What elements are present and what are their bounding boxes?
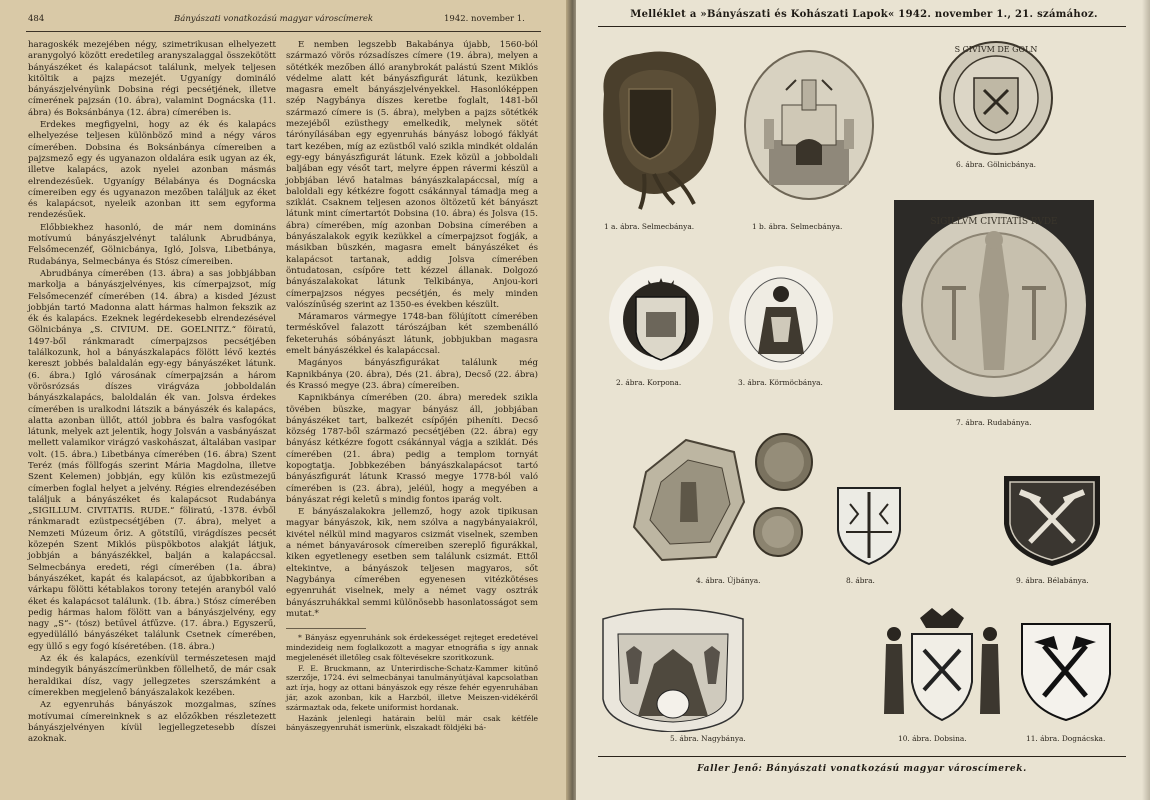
figure-caption: 2. ábra. Korpona. (616, 378, 682, 387)
footer-rule (598, 756, 1126, 757)
figure-caption: 3. ábra. Körmöcbánya. (738, 378, 823, 387)
figure-9-coat-of-arms (996, 462, 1108, 568)
header-rule (26, 31, 541, 32)
paragraph: Az ék és kalapács, ezenkívül természetesen majd mindegyik bányászcímerünkben föllelhető, de már csak heraldikai dísz, vagy jellegzetes szerszámként a címerekben megjelenő bányászalakok kezében. (28, 654, 276, 698)
footnote-marker: * (298, 633, 302, 643)
figure-11-coat-of-arms (1014, 616, 1118, 728)
figure-caption: 1 b. ábra. Selmecbánya. (752, 222, 843, 231)
figure-1b-coat-of-arms (734, 45, 884, 215)
paragraph: Abrudbánya címerében (13. ábra) a sas jobbjábban markolja a bányászjelvényes, kis címerpajzsot, míg Felsőmecenzéf címerében (14. ábra) a kisded Jézust jobbján tartó Madonna alatt hármas halmon fekszik az ék és kalapács. Ezeknek legérdekesebb elrendezésével Gölnicbánya „S. CIVIUM. DE. GOELNITZ.“ föiratú, 1497-ből ránkmaradt címerpajzsos pecsétjében találkozunk, hol a bányászkalapács fölött lévő keztés kereszt jobbés balaldalán egy-egy bányászéket látunk. (6. ábra.) Igló városának címerpajzsán a három vörösrózsás díszes virágváza jobboldalán bányászkalapács, baloldalán ék van. Jolsva érdekes címerében is uralkodni látszik a bányászék és kalapács, alatta azonban üllőt, attól jobbra és balra vasfogókat látunk, melyek azt jelentik, hogy Jolsván a vasbányászat mellett valamikor virágzó vaskohászat, általában vasipar volt. (15. ábra.) Libetbánya címerében (16. ábra) Szent Teréz (más föllfogás szerint Mária Magdolna, illetve Szent Kelemen) jobbján, egy külön kis ezüstmezejű címerben foglal helyet a jelvény. Régies elrendezésében találjuk a bányászéket és kalapácsot Rudabánya „SIGILLUM. CIVITATIS. RUDE.“ föliratú, -1378. évből ránkmaradt ezüstpecsétjében (7. ábra), melyet a Nemzeti Múzeum őriz. A götstílű, virágdíszes pecsét közepén Szent Miklós püspökbotos alakját látjuk, jobbján a bányászékkel, balján a kalapáccsal. Selmecbánya eredeti, régi címerében (1a. ábra) bányászéket, kapát és kalapácsot, az újabbkoriban a várkapu fölötti kétablakos torony tetején aranyból való éket és kalapácsot találunk. (1b. ábra.) Stósz címerében pedig hármas halom fölött van a bányászjelvény, egy nagy „S“- (tósz) betűvel átfűzve. (17. ábra.) Egyszerű, egyedülálló bányászéket találunk Csetnek címerében, egy üllő s egy fogó kíséretében. (18. ábra.) (28, 268, 276, 652)
right-page (576, 0, 1150, 800)
paragraph: Előbbiekhez hasonló, de már nem domináns motívumú bányászjelvényt találunk Abrudbánya, Felsőmecenzéf, Gölnicbánya, Igló, Jolsva, Libetbánya, Rudabánya, Selmecbánya és Stósz címereiben. (28, 222, 276, 267)
figure-6-seal (936, 38, 1056, 158)
seal-inscription: SIGILLVM CIVITATIS RVDE (930, 217, 1058, 227)
paragraph: haragoskék mezejében négy, szimetrikusan elhelyezett aranygolyó között eredetileg aranyszalaggal összekötött bányászéket és kalapácsot találunk, melyek teljesen kitöltik a pajzs mezejét. Ugyanígy domináló bányászjelvényünk Dobsina régi pecsétjének, illetve címerének pajzsán (10. ábra), valamint Dognácska (11. ábra) és Boksánbánya (12. ábra) címerében is. (28, 40, 276, 118)
issue-date: 1942. november 1. (444, 14, 525, 24)
figure-caption: 10. ábra. Dobsina. (898, 734, 967, 743)
paragraph: E nemben legszebb Bakabánya újabb, 1560-ból származó vörös rózsadíszes címere (19. ábra), melyen a sötétkék mezőben álló aranybrokát palástú Szent Miklós védelme alatt két bányászfigurát látunk, kezükben magasra emelt bányászjelvényekkel. Hasonlóképpen szép Nagybánya díszes keretbe foglalt, 1481-ből származó címere is (5. ábra), melyben a pajzs sötétkék mezejéből ezüsthegy emelkedik, melynek sötét tárónyílásában egy egyenruhás bányász lobogó fáklyát tart kezében, míg az ezüstből való szikla mindkét oldalán egy-egy bányászfigurát látunk. Ezek közül a jobboldali baljában egy vésőt tart, melyre éppen rávermi készül a jobbjában lévő hatalmas bányászkalapáccsal, míg a baloldali egy kétkézre fogott csákánnyal támadja meg a sziklát. Csaknem teljesen azonos öltözetű két bányászt látunk mint címertartót Dobsina (10. ábra) és Jolsva (15. ábra) címerében, míg azonban Dobsina címerében a bányászalakok egyik kezükkel a címerpajzsot fogják, a másikban büszkén, magasra emelt bányászéket és kalapácsot tartanak, addig Jolsva címerében öntudatosan, csípőre tett kézzel állanak. Dolgozó bányászalakokat látunk Telkibánya, Anjou-kori címerpajzsos négyes pecsétjén, és mely minden valószínűség szerint az 1350-es években készült. (286, 40, 538, 310)
paragraph: E bányászalakokra jellemző, hogy azok tipikusan magyar bányászok, kik, nem szólva a nagybányaiakról, kivétel nélkül mind magyaros csizmát viselnek, szemben a német bányavárosok címereiben szereplő figurákkal, kiken egyetlenegy esetben sem találunk csizmát. Ettől eltekintve, a bányászok teljesen magyaros, sőt Nagybánya címerében egyenesen vitézkötéses egyenruhát viselnek, mely a német vagy osztrák bányászruhákkal semmi különösebb hasonlatosságot sem mutat.* (286, 507, 538, 619)
figure-caption: 9. ábra. Bélabánya. (1016, 576, 1089, 585)
footnote-text: Bányász egyenruhánk sok érdekességet rejteget eredetével mindezideig nem foglalkozott a magyar etnográfia s így annak megjelenését illetőleg csak föltevésekre szoritkozunk. (286, 633, 538, 662)
figure-5-coat-of-arms (598, 604, 748, 732)
figure-caption: 11. ábra. Dognácska. (1026, 734, 1106, 743)
plate-header: Melléklet a »Bányászati és Kohászati Lapok« 1942. november 1., 21. számához. (630, 9, 1098, 20)
left-page-header (24, 12, 544, 30)
figure-1a-seal (584, 34, 734, 214)
paragraph: Erdekes megfigyelni, hogy az ék és kalapács elhelyezése teljesen különböző mind a négy város címerében. Dobsina és Boksánbánya címereiben a pajzsmező egy és ugyanazon oldalára esik ugyan az ék, illetve kalapács, azok nyelei azonban másmás elrendezésűek. Ugyanígy Bélabánya és Dognácska címereiben egy és ugyanazon mezőben találjuk az éket és kalapácsot, nyeleik azonban itt sem egyforma rendezésűek. (28, 120, 276, 221)
figure-8-coat-of-arms (828, 470, 910, 568)
figure-caption: 8. ábra. (846, 576, 875, 585)
figure-7-seal (894, 200, 1094, 410)
paragraph: Az egyenruhás bányászok mozgalmas, színes motívumai címereinknek s az előzőkben részletezett bányászjelvényen kívül legjellegzetesebb díszei azoknak. (28, 700, 276, 745)
plate-footer: Faller Jenő: Bányászati vonatkozású magyar városcímerek. (697, 764, 1027, 774)
page-edge (1142, 0, 1150, 800)
figure-2-coat-of-arms (606, 262, 716, 374)
figure-caption: 5. ábra. Nagybánya. (670, 734, 746, 743)
footnote: Hazánk jelenlegi határain belül már csak kétféle bányászegyenruhát ismerünk, elszakadt földjéki bá- (286, 713, 538, 733)
seal-inscription: S CIVIVM DE GOLN (954, 45, 1038, 54)
footnote (286, 633, 538, 662)
figure-3-coat-of-arms (726, 262, 836, 374)
page-number: 484 (28, 14, 45, 24)
figure-caption: 4. ábra. Újbánya. (696, 576, 761, 585)
left-page (0, 0, 572, 800)
left-column-2 (286, 40, 538, 733)
paragraph: Kapnikbánya címerében (20. ábra) meredek szikla tövében büszke, magyar bányász áll, jobbjában bányászéket tart, balkezét csípőjén piheníti. Decső község 1787-ből származó pecsétjében (22. ábra) egy bányász kétkézre fogott csákánnyal vágja a sziklát. Dés címerében (21. ábra) pedig a templom tornyát kopogtatja. Jobbkezében bányászkalapácsot tartó bányászfigurát látunk Krassó megye 1778-ból való címerében is (23. ábra), jeléül, hogy a megyében a bányászat régi keletű s mindig fontos iparág volt. (286, 393, 538, 505)
figure-caption: 1 a. ábra. Selmecbánya. (604, 222, 695, 231)
figure-4-seals (626, 432, 816, 570)
figure-10-coat-of-arms (876, 604, 1008, 734)
header-rule (598, 26, 1126, 27)
footnote: F. E. Bruckmann, az Unterirdische-Schatz-Kammer kitűnő szerzője, 1724. évi selmecbányai tanulmányútjával kapcsolatban azt írja, hogy az ottani bányászok egy része fehér egyenruhában jár, azok azonban, kik a Harzból, illetve Meiszen-vidékéről származtak oda, fekete uniformist hordanak. (286, 663, 538, 712)
figure-caption: 6. ábra. Gölnicbánya. (956, 160, 1036, 169)
paragraph: Magányos bányászfigurákat találunk még Kapnikbánya (20. ábra), Dés (21. ábra), Decső (22. ábra) és Krassó megye (23. ábra) címereiben. (286, 358, 538, 391)
figure-caption: 7. ábra. Rudabánya. (956, 418, 1032, 427)
running-title: Bányászati vonatkozású magyar városcímerek (174, 14, 374, 24)
left-column-1 (28, 40, 276, 745)
paragraph: Máramaros vármegye 1748-ban fölújított címerében terméskővel falazott tárószájban két szembenálló feketeruhás sóbányászt látunk, jobbjukban magasra emelt bányászékkel és kalapáccsal. (286, 312, 538, 357)
